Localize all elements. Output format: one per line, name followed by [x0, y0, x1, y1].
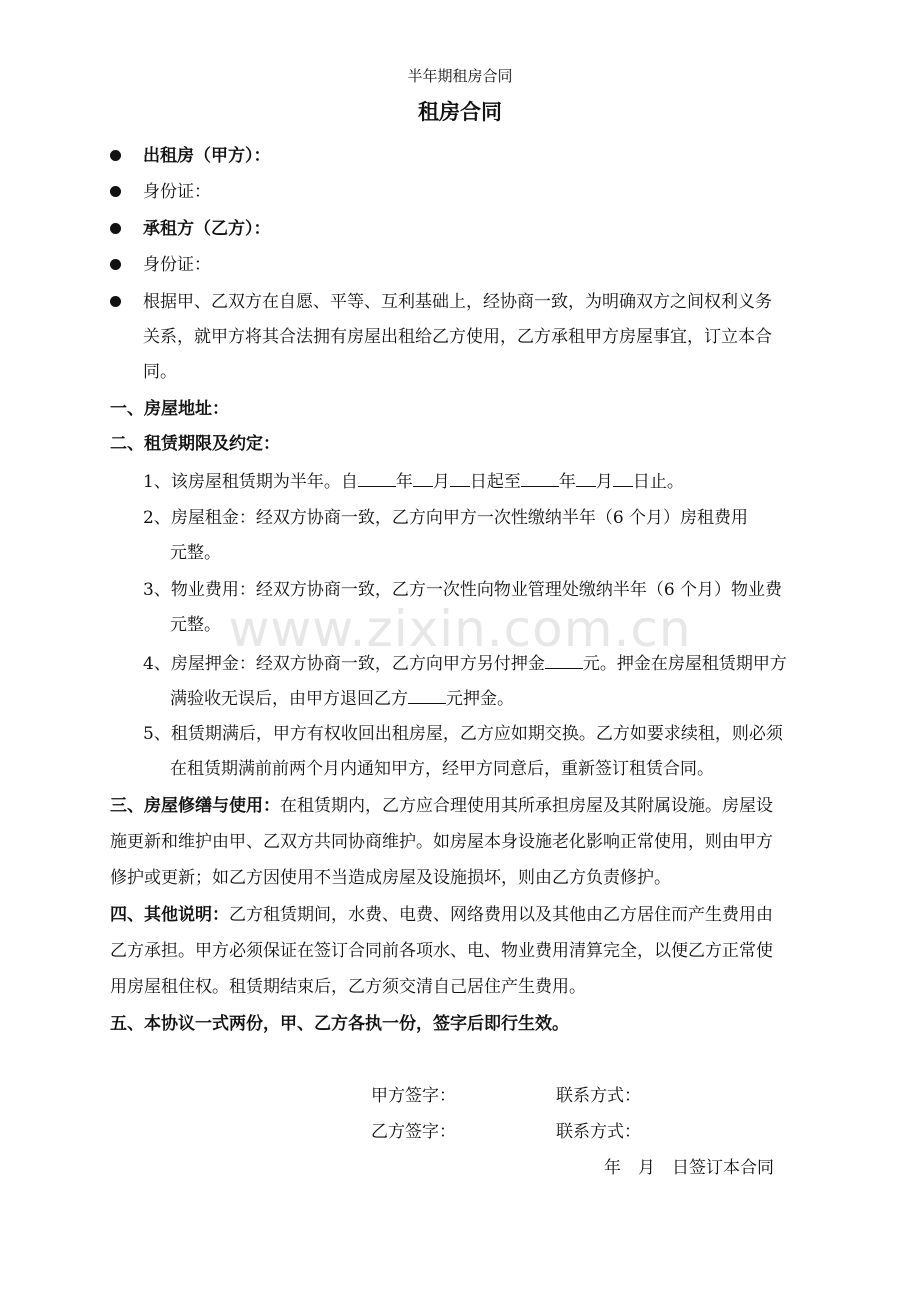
party-b-signature-label: 乙方签字： [371, 1122, 456, 1142]
deposit-line-2 [170, 685, 514, 711]
bullet-icon [110, 296, 121, 307]
watermark: www.zixin.com.cn [228, 600, 692, 658]
section-3-line-1 [110, 794, 773, 818]
section-5-heading: 五、本协议一式两份，甲、乙方各执一份，签字后即行生效。 [110, 1014, 569, 1034]
lease-term-line [143, 468, 684, 494]
start-month-blank[interactable] [413, 468, 433, 487]
preamble-line-1: 根据甲、乙双方在自愿、平等、互利基础上，经协商一致，为明确双方之间权利义务 [143, 292, 772, 312]
preamble-line-2: 关系，就甲方将其合法拥有房屋出租给乙方使用，乙方承租甲方房屋事宜，订立本合 [143, 327, 772, 347]
lease-term-text: 1、该房屋租赁期为半年。自 [143, 472, 358, 492]
renewal-line-1: 5、租赁期满后，甲方有权收回出租房屋，乙方应如期交换。乙方如要求续租，则必须 [143, 724, 783, 744]
deposit-text-2: 元。押金在房屋租赁期甲方 [582, 654, 787, 674]
document-title: 租房合同 [418, 100, 502, 124]
party-a-contact-label: 联系方式： [556, 1086, 641, 1106]
deposit-return-text: 满验收无误后，由甲方退回乙方 [170, 689, 408, 709]
section-3-line-3: 修护或更新；如乙方因使用不当造成房屋及设施损坏，则由乙方负责修护。 [110, 868, 671, 888]
section-3-text: 在租赁期内，乙方应合理使用其所承担房屋及其附属设施。房屋设 [280, 796, 773, 816]
deposit-return-end: 元押金。 [446, 689, 514, 709]
deposit-text: 4、房屋押金：经双方协商一致，乙方向甲方另付押金 [143, 654, 545, 674]
day-end-label: 日止。 [632, 472, 684, 492]
lessee-label: 承租方（乙方）： [143, 219, 271, 239]
lessee-id-label: 身份证： [143, 255, 211, 275]
month-label: 月 [432, 472, 450, 492]
start-year-blank[interactable] [358, 468, 396, 487]
end-year-blank[interactable] [521, 468, 559, 487]
year-label: 年 [558, 472, 576, 492]
party-a-signature-label: 甲方签字： [371, 1086, 456, 1106]
rent-line-1: 2、房屋租金：经双方协商一致，乙方向甲方一次性缴纳半年（6 个月）房租费用 [143, 508, 749, 528]
section-3-heading: 三、房屋修缮与使用： [110, 796, 280, 816]
signing-date-line: 年 月 日签订本合同 [604, 1158, 774, 1178]
section-1-heading: 一、房屋地址： [110, 399, 229, 419]
bullet-icon [110, 186, 121, 197]
end-day-blank[interactable] [613, 468, 633, 487]
section-4-heading: 四、其他说明： [110, 905, 229, 925]
start-day-blank[interactable] [450, 468, 470, 487]
preamble-line-3: 同。 [143, 362, 177, 382]
rent-line-2: 元整。 [170, 543, 221, 563]
bullet-icon [110, 223, 121, 234]
section-4-line-2: 乙方承担。甲方必须保证在签订合同前各项水、电、物业费用清算完全，以便乙方正常使 [110, 941, 773, 961]
renewal-line-2: 在租赁期满前前两个月内通知甲方，经甲方同意后，重新签订租赁合同。 [170, 759, 714, 779]
running-header: 半年期租房合同 [407, 67, 513, 85]
party-b-contact-label: 联系方式： [556, 1122, 641, 1142]
deposit-return-blank[interactable] [408, 685, 446, 704]
month-label: 月 [595, 472, 613, 492]
section-4-line-1 [110, 903, 773, 927]
lessor-label: 出租房（甲方）： [143, 146, 271, 166]
property-fee-line-1: 3、物业费用：经双方协商一致，乙方一次性向物业管理处缴纳半年（6 个月）物业费 [143, 580, 783, 600]
bullet-icon [110, 259, 121, 270]
bullet-icon [110, 150, 121, 161]
year-label: 年 [395, 472, 413, 492]
section-2-heading: 二、租赁期限及约定： [110, 434, 280, 454]
section-4-text: 乙方租赁期间，水费、电费、网络费用以及其他由乙方居住而产生费用由 [229, 905, 773, 925]
lessor-id-label: 身份证： [143, 182, 211, 202]
section-3-line-2: 施更新和维护由甲、乙双方共同协商维护。如房屋本身设施老化影响正常使用，则由甲方 [110, 832, 773, 852]
day-to-label: 日起至 [469, 472, 521, 492]
section-4-line-3: 用房屋租住权。租赁期结束后，乙方须交清自己居住产生费用。 [110, 977, 586, 997]
end-month-blank[interactable] [576, 468, 596, 487]
property-fee-line-2: 元整。 [170, 615, 221, 635]
